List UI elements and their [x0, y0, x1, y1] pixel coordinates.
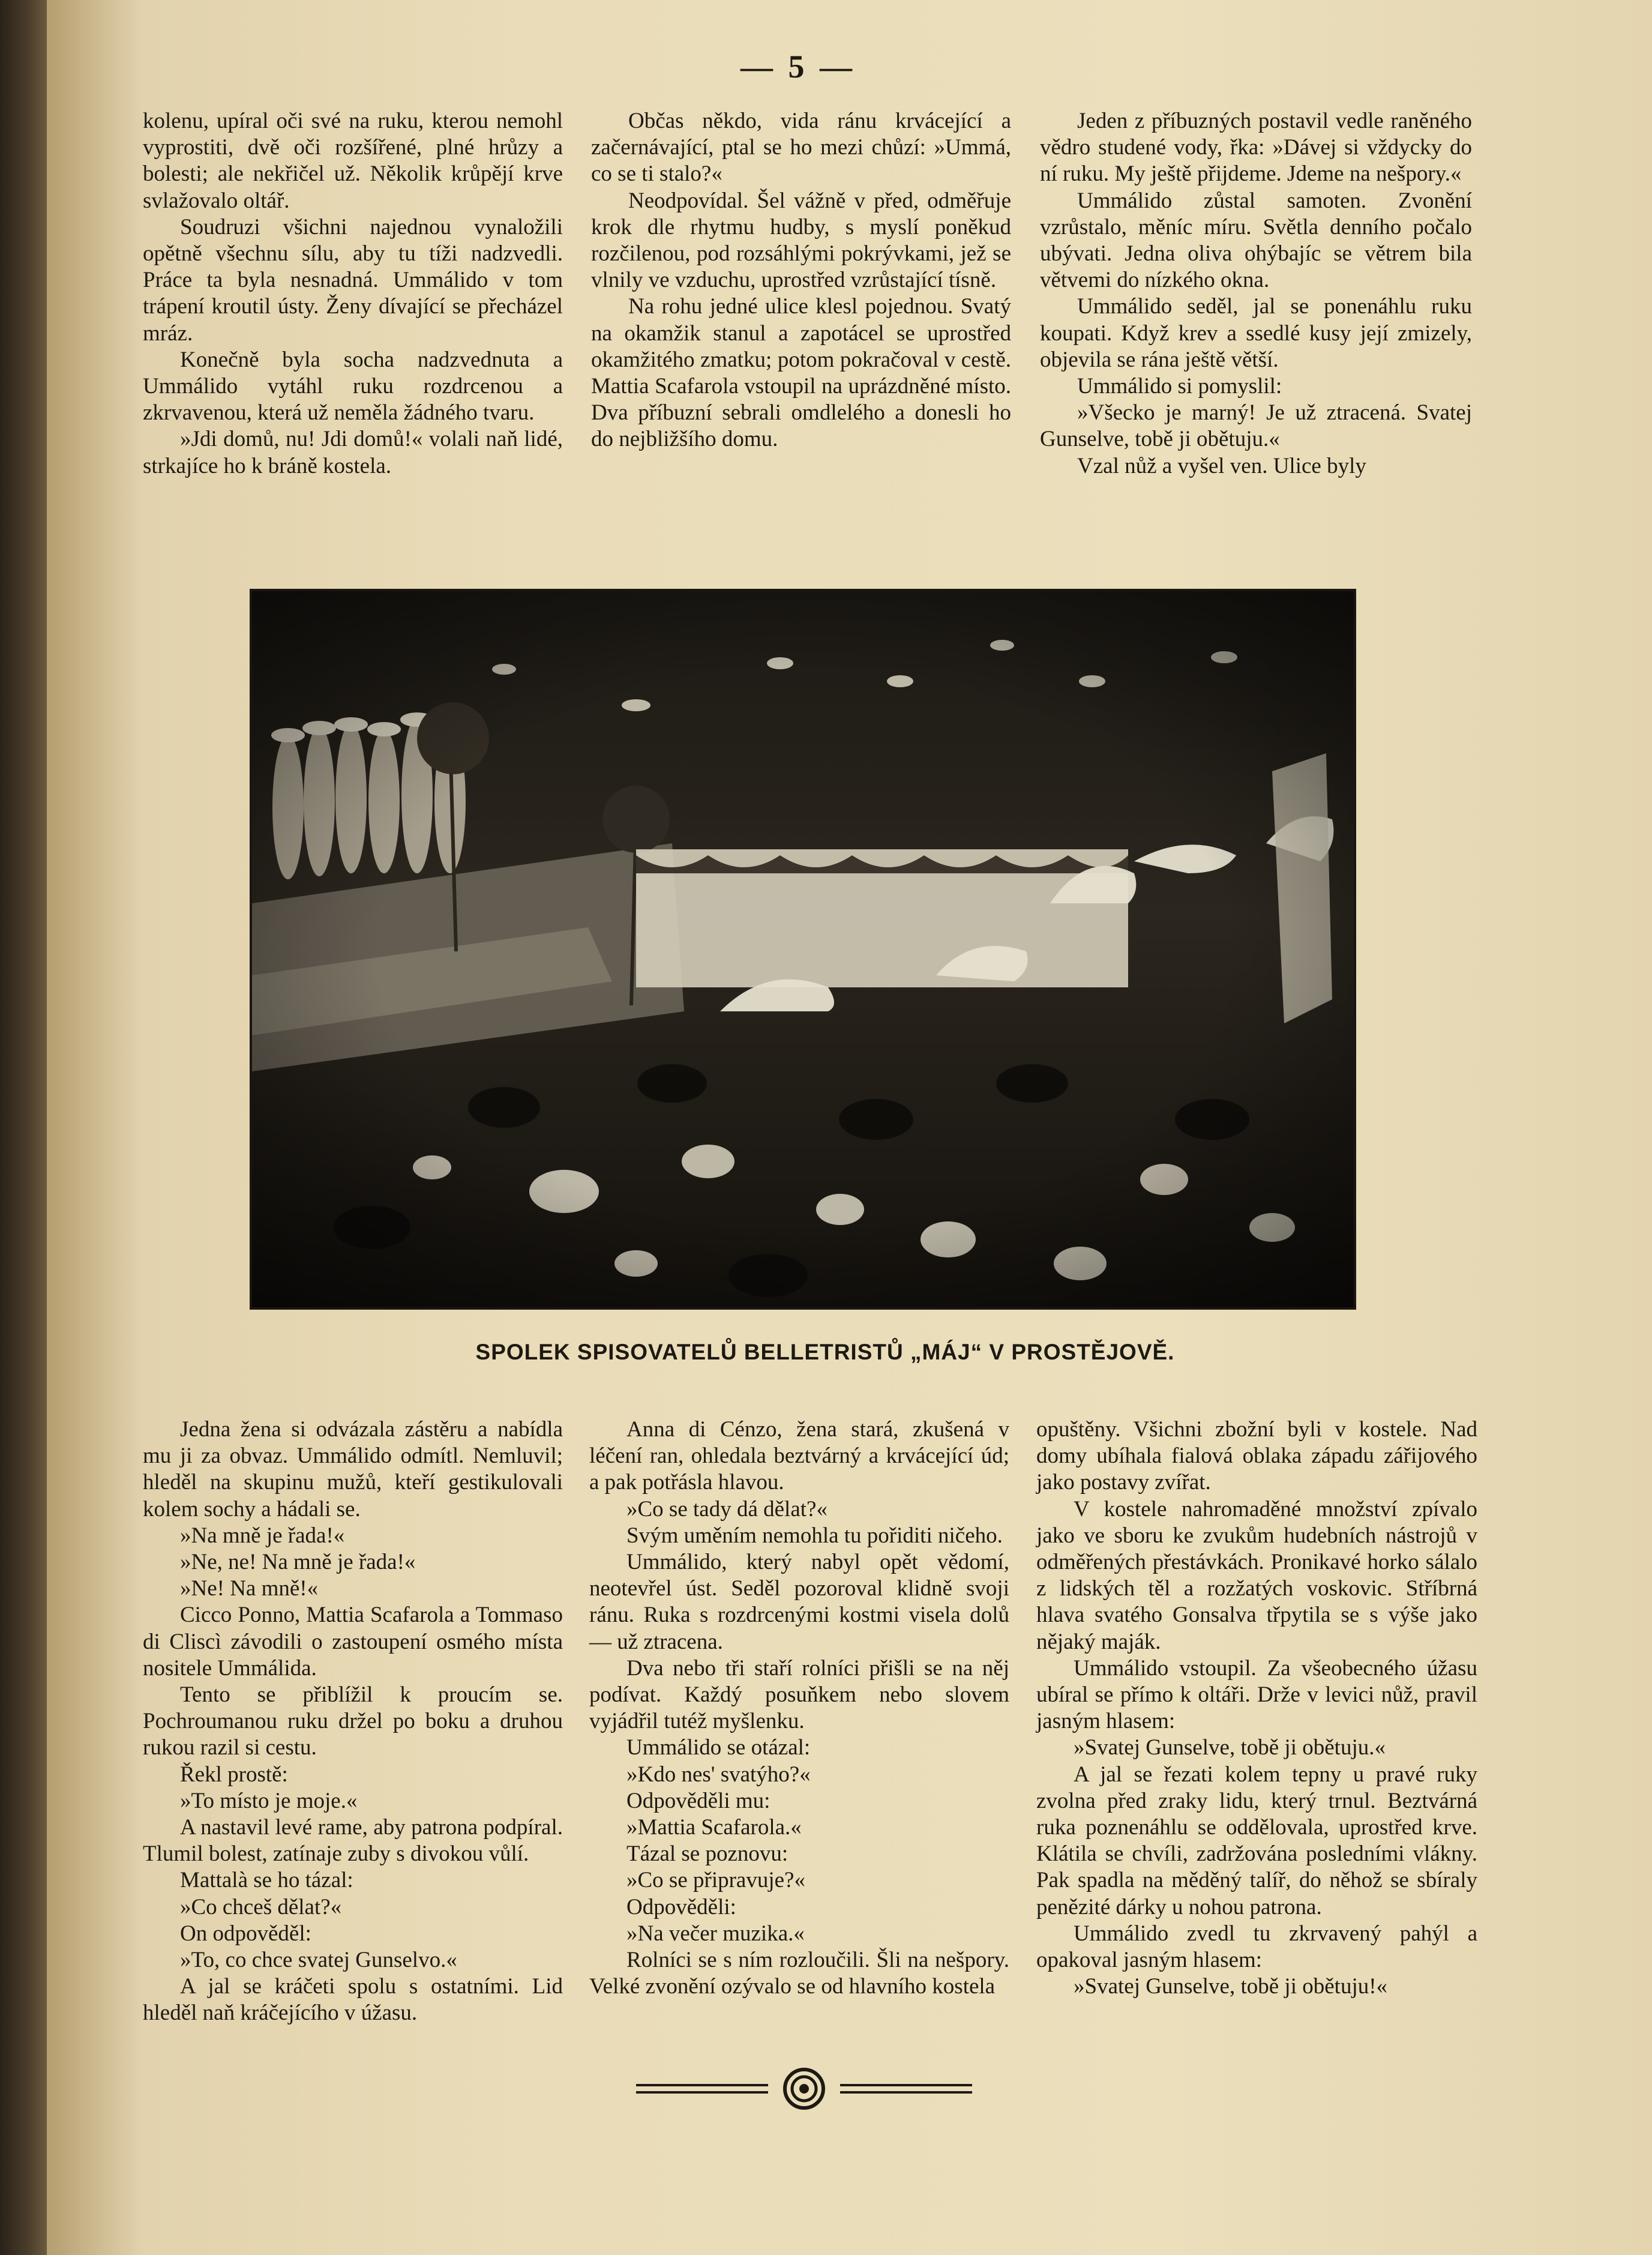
- paragraph: Ummálido zvedl tu zkrvavený pahýl a opakoval jasným hlasem:: [1036, 1921, 1477, 1973]
- paragraph: A jal se kráčeti spolu s ostatními. Lid hleděl naň kráčejícího v úžasu.: [143, 1974, 563, 2026]
- text-column-top-middle: [591, 108, 1011, 453]
- text-column-top-left: [143, 108, 563, 480]
- paragraph: Jedna žena si odvázala zástěru a nabídla mu ji za obvaz. Ummálido odmítl. Nemluvil; hleděl na skupinu mužů, kteří gestikulovali kolem sochy a hádali se.: [143, 1417, 563, 1522]
- paragraph: kolenu, upíral oči své na ruku, kterou nemohl vyprostiti, dvě oči rozšířené, plné hrůzy a bolesti; ale nekřičel už. Několik krůpějí krve svlažovalo oltář.: [143, 109, 563, 213]
- crowd-photograph: [252, 591, 1354, 1307]
- paragraph: Ummálido, který nabyl opět vědomí, neotevřel úst. Seděl pozoroval klidně svoji ránu. Ruka s rozdrcenými kostmi visela dolů — už ztracena.: [589, 1550, 1009, 1654]
- paragraph: Neodpovídal. Šel vážně v před, odměřuje krok dle rhytmu hudby, s myslí poněkud rozčilenou, pod rozsáhlými pokrývkami, jež se vlnily ve vzduchu, uprostřed vzrůstající tísně.: [591, 188, 1011, 293]
- paragraph: Ummálido vstoupil. Za všeobecného úžasu ubíral se přímo k oltáři. Drže v levici nůž, pravil jasným hlasem:: [1036, 1655, 1477, 1734]
- paragraph: Dva nebo tři staří rolníci přišli se na něj podívat. Každý posuňkem nebo slovem vyjádřil tutéž myšlenku.: [589, 1655, 1009, 1734]
- paragraph: Odpověděli mu:: [626, 1788, 770, 1813]
- text-column-bottom-left: [143, 1417, 563, 2027]
- paragraph: Ummálido seděl, jal se ponenáhlu ruku koupati. Když krev a ssedlé kusy její zmizely, objevila se rána ještě větší.: [1040, 294, 1472, 372]
- text-column-bottom-middle: [589, 1417, 1009, 2000]
- paragraph: On odpověděl:: [180, 1921, 311, 1946]
- paragraph: opuštěny. Všichni zbožní byli v kostele. Nad domy ubíhala fialová oblaka západu zářijového jako postavy zvířat.: [1036, 1417, 1477, 1495]
- crowd-photo-illustration: [252, 591, 1354, 1307]
- paragraph: Konečně byla socha nadzvednuta a Ummálido vytáhl ruku rozdrcenou a zkrvavenou, která už neměla žádného tvaru.: [143, 347, 563, 426]
- closing-ornament: [636, 2065, 972, 2113]
- paragraph: »To, co chce svatej Gunselvo.«: [180, 1948, 457, 1973]
- paragraph: »Mattia Scafarola.«: [626, 1815, 802, 1840]
- paragraph: Svým uměním nemohla tu pořiditi ničeho.: [626, 1523, 1003, 1548]
- paragraph: »Jdi domů, nu! Jdi domů!« volali naň lidé, strkajíce ho k bráně kostela.: [143, 427, 563, 478]
- paragraph: »Na večer muzika.«: [626, 1921, 805, 1946]
- paragraph: »Ne! Na mně!«: [180, 1576, 319, 1601]
- paragraph: Vzal nůž a vyšel ven. Ulice byly: [1077, 453, 1366, 478]
- paragraph: »Všecko je marný! Je už ztracená. Svatej Gunselve, tobě ji obětuju.«: [1040, 400, 1472, 452]
- paragraph: Ummálido se otázal:: [626, 1735, 811, 1760]
- paragraph: Občas někdo, vida ránu krvácející a začernávající, ptal se ho mezi chůzí: »Ummá, co se ti stalo?«: [591, 109, 1011, 187]
- paragraph: »Na mně je řada!«: [180, 1523, 345, 1548]
- paragraph: Tázal se poznovu:: [626, 1841, 788, 1867]
- text-column-top-right: [1040, 108, 1472, 480]
- paragraph: »Svatej Gunselve, tobě ji obětuju!«: [1074, 1974, 1388, 1999]
- paragraph: »To místo je moje.«: [180, 1788, 358, 1813]
- paragraph: »Co se připravuje?«: [626, 1868, 805, 1893]
- paragraph: Tento se přiblížil k proucím se. Pochroumanou ruku držel po boku a druhou rukou razil si cestu.: [143, 1682, 563, 1760]
- paragraph: Řekl prostě:: [180, 1762, 288, 1787]
- paragraph: »Kdo nes' svatýho?«: [626, 1762, 811, 1787]
- paragraph: Odpověděli:: [626, 1894, 736, 1919]
- paragraph: A jal se řezati kolem tepny u pravé ruky zvolna před zraky lidu, který trnul. Beztvárná ruka poznenáhlu se oddělovala, uprostřed krve. Klátila se chvíli, zadržována posledními vlákny. Pak spadla na měděný talíř, do něhož se sbíraly penězité dárky u nohou patrona.: [1036, 1762, 1477, 1919]
- paragraph: »Ne, ne! Na mně je řada!«: [180, 1550, 416, 1575]
- text-column-bottom-right: [1036, 1417, 1477, 2000]
- paragraph: Mattalà se ho tázal:: [180, 1868, 353, 1893]
- paragraph: Jeden z příbuzných postavil vedle raněného vědro studené vody, řka: »Dávej si vždycky do ní ruku. My ještě přijdeme. Jdeme na nešpory.«: [1040, 109, 1472, 187]
- paragraph: Ummálido zůstal samoten. Zvonění vzrůstalo, měníc míru. Světla denního počalo ubývati. Jedna oliva ohýbajíc se větrem bila větvemi do nízkého okna.: [1040, 188, 1472, 293]
- paragraph: Soudruzi všichni najednou vynaložili opětně všechnu sílu, aby tu tíži nadzvedli. Práce ta byla nesnadná. Ummálido v tom trápení kroutil ústy. Ženy dívající se přecházel mráz.: [143, 214, 563, 346]
- paragraph: Anna di Cénzo, žena stará, zkušená v léčení ran, ohledala beztvárný a krvácející úd; a pak potřásla hlavou.: [589, 1417, 1009, 1495]
- page-number: — 5 —: [740, 49, 856, 85]
- binding-spine: [0, 0, 47, 2255]
- paragraph: Cicco Ponno, Mattia Scafarola a Tommaso di Cliscì závodili o zastoupení osmého místa nositele Ummálida.: [143, 1603, 563, 1681]
- paragraph: A nastavil levé rame, aby patrona podpíral. Tlumil bolest, zatínaje zuby s divokou vůlí.: [143, 1815, 563, 1867]
- paragraph: Rolníci se s ním rozloučili. Šli na nešpory. Velké zvonění ozývalo se od hlavního kostela: [589, 1948, 1009, 1999]
- paragraph: Na rohu jedné ulice klesl pojednou. Svatý na okamžik stanul a zapotácel se uprostřed okamžitého zmatku; potom pokračoval v cestě. Mattia Scafarola vstoupil na uprázdněné místo. Dva příbuzní sebrali omdlelého a donesli ho do nejbližšího domu.: [591, 294, 1011, 452]
- paragraph: V kostele nahromaděné množství zpívalo jako ve sboru ke zvukům hudebních nástrojů v odměřených přestávkách. Pronikavé horko sálalo z lidských těl a rozžatých voskovic. Stříbrná hlava svatého Gonsalva třpytila se s výše jako nějaký maják.: [1036, 1496, 1477, 1654]
- paragraph: »Svatej Gunselve, tobě ji obětuju.«: [1074, 1735, 1386, 1760]
- paragraph: »Co chceš dělat?«: [180, 1894, 342, 1919]
- paragraph: »Co se tady dá dělat?«: [626, 1496, 828, 1522]
- photo-caption: SPOLEK SPISOVATELŮ BELLETRISTŮ „MÁJ“ V PROSTĚJOVĚ.: [475, 1340, 1175, 1364]
- paragraph: Ummálido si pomyslil:: [1077, 374, 1282, 399]
